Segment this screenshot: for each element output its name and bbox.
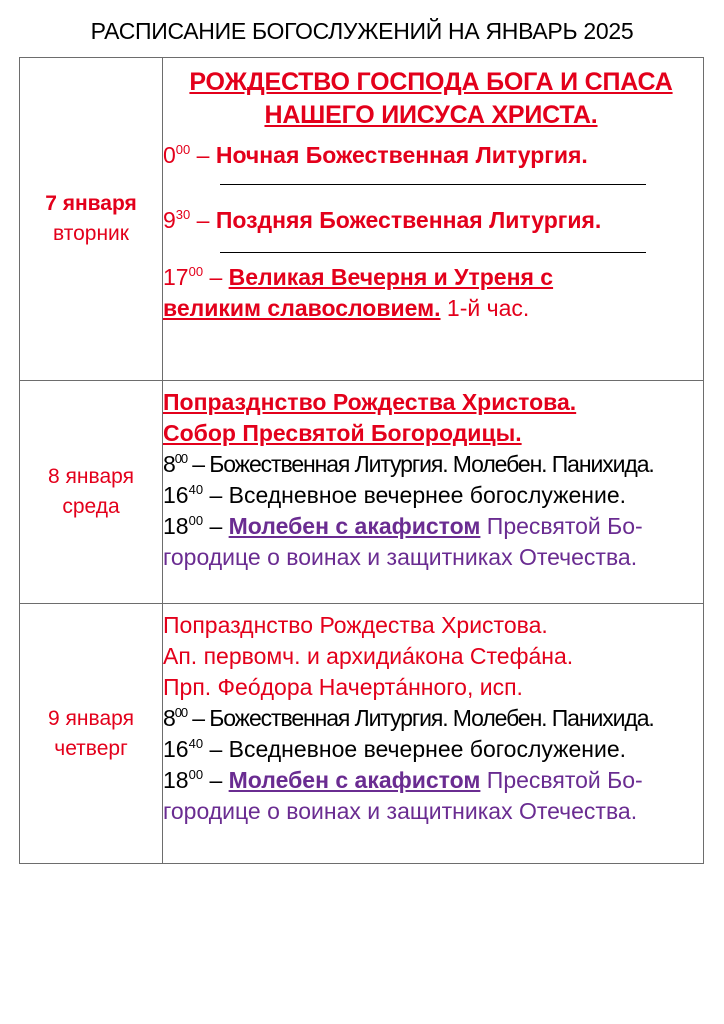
weekday-label: вторник: [53, 222, 129, 245]
feast-title-line: НАШЕГО ИИСУСА ХРИСТА.: [264, 101, 598, 129]
date-cell: [20, 381, 163, 604]
feast-title-line: Собор Пресвятой Богородицы.: [163, 420, 522, 446]
service-hour: 18: [163, 767, 189, 793]
service-note: Пресвятой Бо-: [480, 767, 643, 793]
service-line: [163, 140, 703, 171]
service-hour: 0: [163, 142, 176, 168]
dash: –: [203, 513, 229, 539]
service-name: Ночная Божественная Литургия.: [215, 142, 588, 168]
service-minutes: 40: [188, 736, 204, 751]
service-minutes: 00: [175, 142, 191, 157]
service-line-continued: [163, 293, 703, 324]
service-name: Поздняя Божественная Литургия.: [215, 207, 602, 233]
feast-title-line: Ап. первомч. и архидиáкона Стефáна.: [163, 643, 574, 669]
service-hour: 18: [163, 513, 189, 539]
service-line: [163, 480, 703, 511]
separator-line: [220, 252, 646, 253]
service-hour: 16: [163, 736, 189, 762]
service-hour: 17: [163, 264, 189, 290]
service-minutes: 00: [188, 264, 204, 279]
feast-title-line: РОЖДЕСТВО ГОСПОДА БОГА И СПАСА: [189, 68, 673, 96]
feast-title: [163, 58, 703, 132]
service-line-continued: городице о воинах и защитниках Отечества.: [163, 544, 638, 570]
service-line: [163, 511, 703, 542]
service-minutes: 00: [174, 705, 187, 720]
service-line: [163, 262, 703, 293]
service-line: [163, 765, 703, 796]
service-line: [163, 734, 703, 765]
services-cell: [163, 381, 704, 604]
table-row: [20, 58, 704, 381]
service-name: Молебен с акафистом: [228, 767, 481, 793]
table-row: [20, 381, 704, 604]
page-title: РАСПИСАНИЕ БОГОСЛУЖЕНИЙ НА ЯНВАРЬ 2025: [90, 18, 634, 44]
date-cell: [20, 604, 163, 864]
feast-title-line: Попразднство Рождества Христова.: [163, 389, 577, 415]
service-name: – Божественная Литургия. Молебен. Панихида.: [186, 705, 654, 731]
service-note: 1-й час.: [440, 295, 530, 321]
service-hour: 16: [163, 482, 189, 508]
service-name: – Божественная Литургия. Молебен. Панихида.: [186, 451, 654, 477]
table-row: [20, 604, 704, 864]
date-cell: [20, 58, 163, 381]
dash: –: [190, 142, 216, 168]
service-line-continued: городице о воинах и защитниках Отечества.: [163, 798, 638, 824]
date-label: 7 января: [45, 192, 137, 215]
service-note: Пресвятой Бо-: [480, 513, 643, 539]
service-name: Молебен с акафистом: [228, 513, 481, 539]
service-hour: 8: [163, 451, 175, 477]
service-minutes: 40: [188, 482, 204, 497]
service-name: – Вседневное вечернее богослужение.: [203, 482, 627, 508]
separator-line: [220, 184, 646, 185]
service-minutes: 00: [188, 767, 204, 782]
feast-title-line: Прп. Феóдора Начертáнного, исп.: [163, 674, 523, 700]
service-name: – Вседневное вечернее богослужение.: [203, 736, 627, 762]
services-cell: [163, 604, 704, 864]
service-line: [163, 703, 703, 734]
service-line: [163, 205, 703, 236]
service-line: [163, 449, 703, 480]
weekday-label: четверг: [54, 736, 128, 760]
schedule-table: [19, 57, 704, 864]
date-label: 9 января: [48, 706, 134, 730]
service-minutes: 00: [188, 513, 204, 528]
date-label: 8 января: [48, 465, 134, 488]
dash: –: [203, 767, 229, 793]
dash: –: [190, 207, 216, 233]
service-hour: 9: [163, 207, 176, 233]
service-hour: 8: [163, 705, 175, 731]
services-cell: [163, 58, 704, 381]
dash: –: [203, 264, 229, 290]
service-name: великим славословием.: [163, 295, 441, 321]
weekday-label: среда: [62, 495, 120, 518]
service-name: Великая Вечерня и Утреня с: [228, 264, 554, 290]
service-minutes: 00: [174, 451, 187, 466]
feast-title-line: Попразднство Рождества Христова.: [163, 612, 548, 638]
service-minutes: 30: [175, 207, 191, 222]
